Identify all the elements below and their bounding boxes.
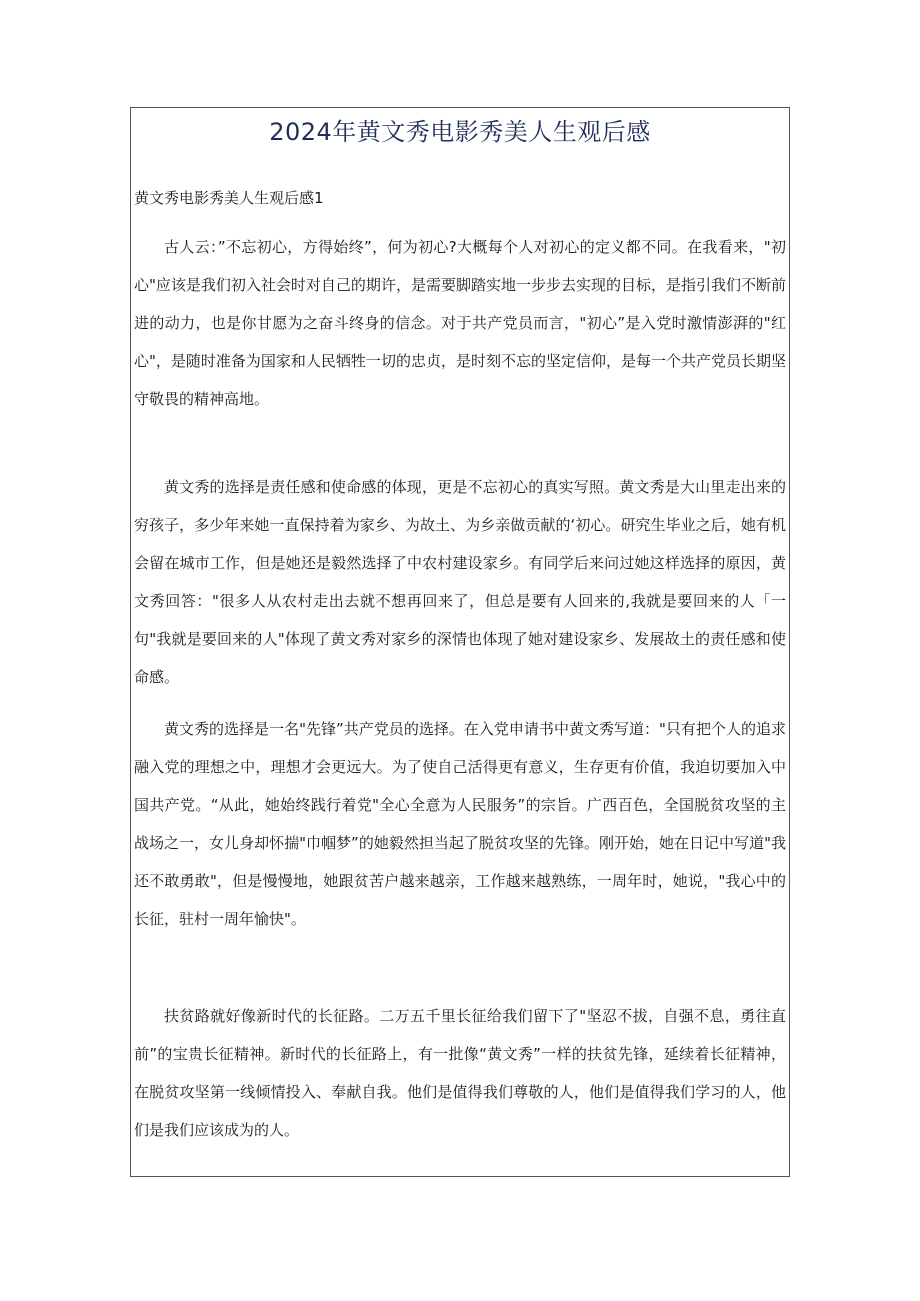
- section-heading: 黄文秀电影秀美人生观后感1: [134, 189, 324, 207]
- paragraph-4: 扶贫路就好像新时代的长征路。二万五千里长征给我们留下了"坚忍不拔，自强不息，勇往直前”的宝贵长征精神。新时代的长征路上，有一批像“黄文秀”一样的扶贫先锋，延续着长征精神，在脱贫攻坚第一线倾情投入、奉献自我。他们是值得我们尊敬的人，他们是值得我们学习的人，他们是我们应该成为的人。: [134, 1007, 786, 1139]
- paragraph-1: 古人云：”不忘初心，方得始终”，何为初心?大概每个人对初心的定义都不同。在我看来，"初心"应该是我们初入社会时对自己的期许，是需要脚踏实地一步步去实现的目标，是指引我们不断前进的动力，也是你甘愿为之奋斗终身的信念。对于共产党员而言，"初心”是入党时激情澎湃的"红心"，是随时准备为国家和人民牺牲一切的忠贞，是时刻不忘的坚定信仰，是每一个共产党员长期坚守敬畏的精神高地。: [134, 238, 786, 408]
- paragraph-2: 黄文秀的选择是责任感和使命感的体现，更是不忘初心的真实写照。黄文秀是大山里走出来的穷孩子，多少年来她一直保持着为家乡、为故土、为乡亲做贡献的‘初心。研究生毕业之后，她有机会留在城市工作，但是她还是毅然选择了中农村建设家乡。有同学后来问过她这样选择的原因，黄文秀回答："很多人从农村走出去就不想再回来了，但总是要有人回来的,我就是要回来的人「一句"我就是要回来的人"体现了黄文秀对家乡的深情也体现了她对建设家乡、发展故土的责任感和使命感。: [134, 478, 786, 686]
- document-title: 2024年黄文秀电影秀美人生观后感: [269, 118, 651, 146]
- paragraph-3: 黄文秀的选择是一名"先锋”共产党员的选择。在入党申请书中黄文秀写道："只有把个人的追求融入党的理想之中，理想才会更远大。为了使自己活得更有意义，生存更有价值，我迫切要加入中国共产党。“从此，她始终践行着党"全心全意为人民服务”的宗旨。广西百色，全国脱贫攻坚的主战场之一，女儿身却怀揣"巾帼梦”的她毅然担当起了脱贫攻坚的先锋。刚开始，她在日记中写道"我还不敢勇敢"，但是慢慢地，她跟贫苦户越来越亲，工作越来越熟练，一周年时，她说，"我心中的长征，驻村一周年愉快"。: [134, 720, 786, 928]
